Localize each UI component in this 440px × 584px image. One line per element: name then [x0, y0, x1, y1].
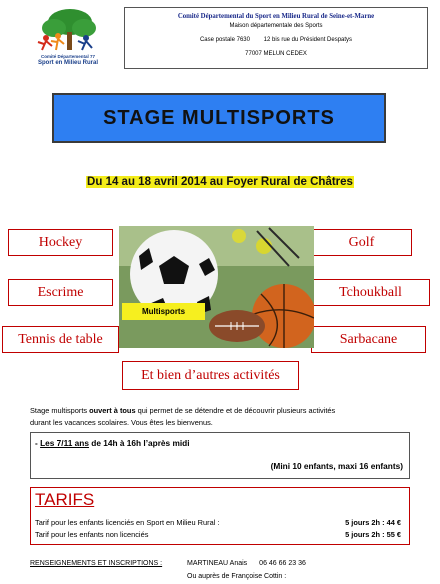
tarif-row: [35, 530, 401, 539]
address-subtitle: Maison départementale des Sports: [229, 23, 323, 29]
tarif-price: 5 jours 2h : 55 €: [345, 530, 401, 539]
tarif-label: Tarif pour les enfants non licenciés: [35, 530, 149, 539]
sport-hockey: Hockey: [8, 229, 113, 256]
tree-logo-icon: [32, 8, 104, 54]
sport-golf: Golf: [311, 229, 412, 256]
intro-text: [30, 405, 420, 429]
intro-part2: qui permet de se détendre et de découvrir plusieurs activités: [135, 406, 336, 415]
sport-tchoukball: Tchoukball: [311, 279, 430, 306]
event-dates: [0, 176, 440, 188]
age-schedule-box: [30, 432, 410, 479]
multisports-label: Multisports: [122, 303, 205, 320]
logo-small-text: Comité Départemental 77: [40, 54, 96, 59]
intro-line-1: [30, 405, 420, 417]
contact-label: RENSEIGNEMENTS ET INSCRIPTIONS :: [30, 560, 163, 567]
age-group: Les 7/11 ans: [40, 438, 89, 448]
age-hours: de 14h à 16h l’après midi: [88, 438, 190, 448]
sport-sarbacane: Sarbacane: [311, 326, 426, 353]
age-line: [35, 438, 190, 448]
age-count: (Mini 10 enfants, maxi 16 enfants): [270, 461, 403, 471]
contact-alt: Ou auprès de Françoise Cottin :: [187, 573, 287, 580]
tarif-price: 5 jours 2h : 44 €: [345, 518, 401, 527]
intro-part1: Stage multisports: [30, 406, 90, 415]
address-box: [124, 7, 428, 69]
logo-big-text: Sport en Milieu Rural: [37, 60, 98, 66]
address-title: Comité Départemental du Sport en Milieu Rural de Seine-et-Marne: [177, 13, 375, 20]
tarifs-title: TARIFS: [35, 490, 95, 509]
contact-phone: 06 46 66 23 36: [259, 560, 306, 567]
address-city: 77007 MELUN CEDEX: [245, 51, 307, 57]
sport-tennis-de-table: Tennis de table: [2, 326, 119, 353]
address-postbox: Case postale 7630: [199, 37, 250, 43]
address-street: 12 bis rue du Président Despatys: [263, 37, 353, 43]
intro-bold: ouvert à tous: [89, 406, 136, 415]
sports-balls-icon: [119, 226, 314, 348]
intro-line-2: durant les vacances scolaires. Vous êtes les bienvenus.: [30, 418, 213, 427]
sports-photo: [119, 226, 314, 348]
contact-name: MARTINEAU Anais: [187, 560, 248, 567]
contact-values: [187, 560, 318, 567]
address-row: [125, 37, 427, 43]
age-prefix: -: [35, 438, 41, 448]
other-activities: Et bien d’autres activités: [122, 361, 299, 390]
sport-escrime: Escrime: [8, 279, 113, 306]
title-banner: [52, 93, 386, 143]
event-dates-text: Du 14 au 18 avril 2014 au Foyer Rural de Châtres: [87, 176, 353, 188]
tarifs-box: [30, 487, 410, 545]
logo: [22, 8, 114, 70]
page-title: STAGE MULTISPORTS: [103, 106, 335, 129]
tarif-label: Tarif pour les enfants licenciés en Sport en Milieu Rural :: [35, 518, 220, 527]
tarif-row: [35, 518, 401, 527]
